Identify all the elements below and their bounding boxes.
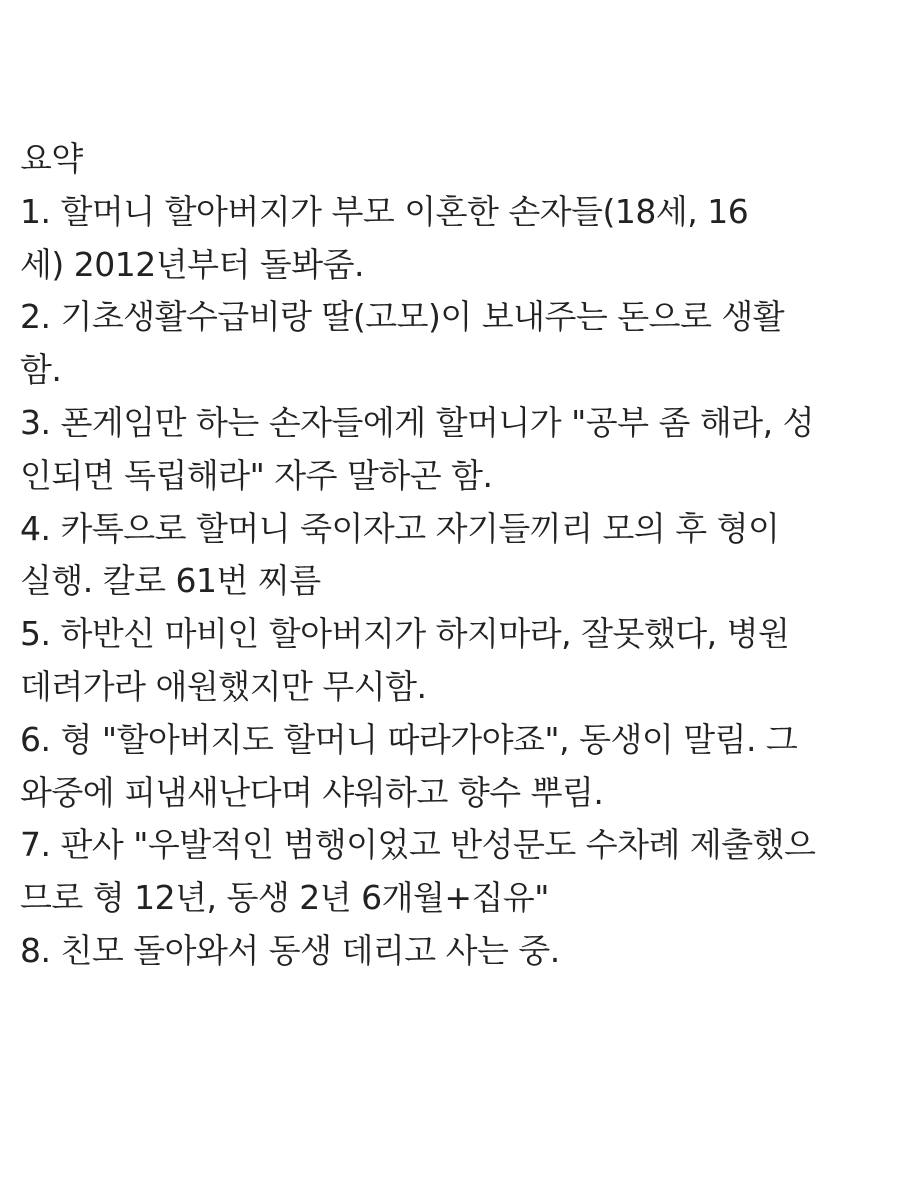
summary-line-4a: 4. 카톡으로 할머니 죽이자고 자기들끼리 모의 후 형이 — [20, 508, 780, 548]
summary-title: 요약 — [20, 139, 83, 178]
summary-line-7a: 7. 판사 "우발적인 범행이었고 반성문도 수차례 제출했으 — [20, 825, 816, 865]
summary-line-1b: 세) 2012년부터 돌봐줌. — [20, 244, 364, 284]
summary-line-1a: 1. 할머니 할아버지가 부모 이혼한 손자들(18세, 16 — [20, 191, 749, 231]
summary-line-6b: 와중에 피냄새난다며 샤워하고 향수 뿌림. — [20, 772, 604, 812]
summary-line-5b: 데려가라 애원했지만 무시함. — [20, 666, 427, 706]
summary-line-3a: 3. 폰게임만 하는 손자들에게 할머니가 "공부 좀 해라, 성 — [20, 402, 815, 442]
summary-line-4b: 실행. 칼로 61번 찌름 — [20, 561, 321, 601]
summary-line-5a: 5. 하반신 마비인 할아버지가 하지마라, 잘못했다, 병원 — [20, 614, 790, 654]
summary-line-6a: 6. 형 "할아버지도 할머니 따라가야죠", 동생이 말림. 그 — [20, 719, 798, 759]
summary-line-8: 8. 친모 돌아와서 동생 데리고 사는 중. — [20, 930, 560, 970]
summary-line-2a: 2. 기초생활수급비랑 딸(고모)이 보내주는 돈으로 생활 — [20, 297, 785, 337]
summary-line-2b: 함. — [20, 350, 62, 390]
summary-document — [20, 133, 880, 978]
summary-line-3b: 인되면 독립해라" 자주 말하곤 함. — [20, 455, 493, 495]
summary-line-7b: 므로 형 12년, 동생 2년 6개월+집유" — [20, 878, 549, 918]
